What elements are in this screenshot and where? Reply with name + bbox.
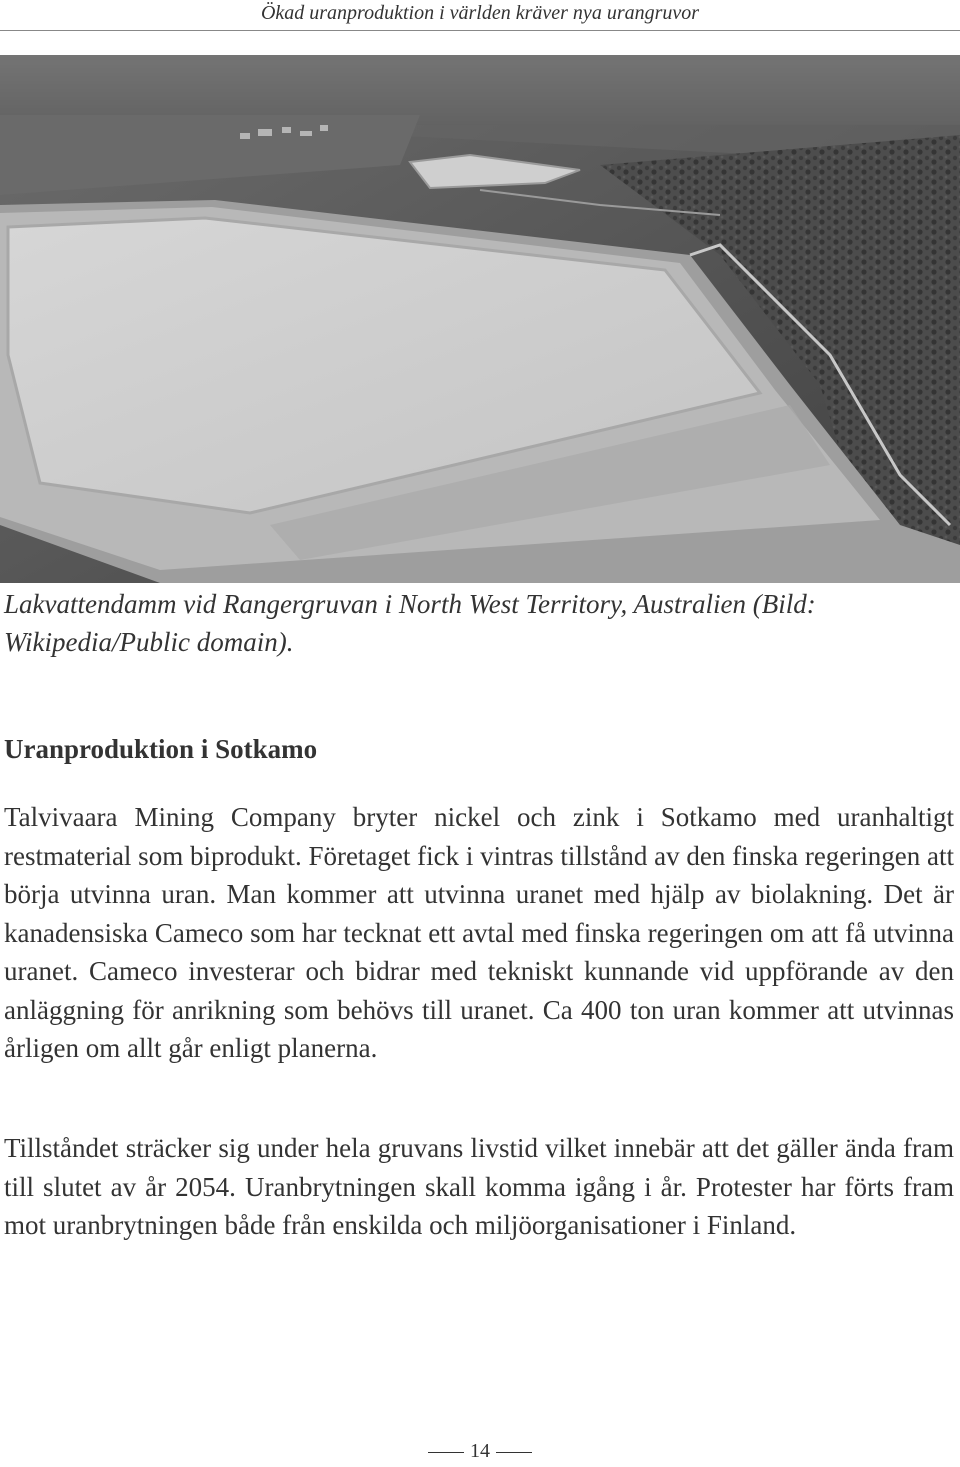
page-number-value: 14 [470, 1440, 490, 1462]
body-paragraph: Tillståndet sträcker sig under hela gruvans livstid vilket innebär att det gäller ända fram till slutet av år 2054. Uranbrytningen skall komma igång i år. Protester har förts fram mot uranbrytningen både från enskilda och miljöorganisationer i Finland. [4, 1133, 954, 1240]
figure-caption: Lakvattendamm vid Rangergruvan i North West Territory, Australien (Bild: Wikipedia/Public domain). [4, 589, 816, 657]
page-number [0, 1440, 960, 1463]
header-rule [0, 30, 960, 31]
body-paragraph: Talvivaara Mining Company bryter nickel och zink i Sotkamo med uranhaltigt restmaterial som biprodukt. Företaget fick i vintras tillstånd av den finska regeringen att börja utvinna uran. Man kommer att utvinna uranet med hjälp av biolakning. Det är kanadensiska Cameco som har tecknat ett avtal med finska regeringen om att få utvinna uranet. Cameco investerar och bidrar med tekniskt kunnande vid uppförande av den anläggning för anrikning som behövs till uranet. Ca 400 ton uran kommer att utvinnas årligen om allt går enligt planerna. [4, 802, 954, 1063]
section-heading: Uranproduktion i Sotkamo [4, 734, 318, 764]
tailings-dam-photo [0, 55, 960, 583]
folio-dash-left [428, 1452, 464, 1453]
running-header: Ökad uranproduktion i världen kräver nya urangruvor [260, 2, 700, 24]
folio-dash-right [496, 1452, 532, 1453]
